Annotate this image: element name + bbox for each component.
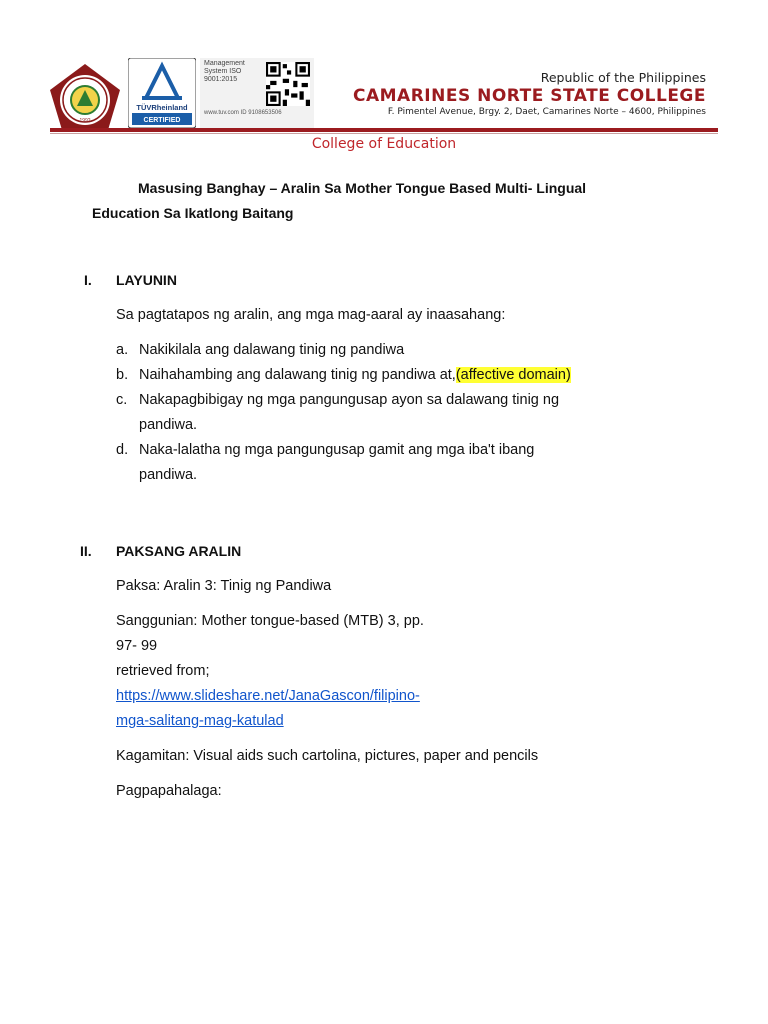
reference-link[interactable]: https://www.slideshare.net/JanaGascon/filipino- bbox=[116, 688, 420, 704]
seal-year: 1992 bbox=[79, 118, 91, 124]
document-header bbox=[0, 0, 768, 160]
sanggunian-pages: 97- 99 bbox=[116, 638, 158, 654]
header-rule bbox=[50, 128, 718, 132]
header-rule-thin bbox=[50, 133, 718, 134]
list-text: Naihahambing ang dalawang tinig ng pandiwa at, bbox=[139, 367, 456, 383]
college-seal-logo bbox=[48, 62, 122, 132]
list-text: Naka-lalatha ng mga pangungusap gamit ang mga iba't ibang pandiwa. bbox=[139, 442, 535, 483]
section-1-heading: LAYUNIN bbox=[116, 272, 177, 288]
certification-url: www.tuv.com ID 9108653506 bbox=[204, 110, 282, 116]
certification-box bbox=[200, 58, 314, 128]
section-2-heading: PAKSANG ARALIN bbox=[116, 543, 242, 559]
tuv-rheinland-logo bbox=[128, 58, 196, 128]
section-1-number: I. bbox=[84, 272, 92, 288]
list-item bbox=[116, 363, 606, 388]
paksa-line: Paksa: Aralin 3: Tinig ng Pandiwa bbox=[116, 578, 332, 594]
college-name: CAMARINES NORTE STATE COLLEGE bbox=[352, 86, 706, 106]
pagpapahalaga-line: Pagpapahalaga: bbox=[116, 783, 222, 799]
title-line-1: Masusing Banghay – Aralin Sa Mother Tongue Based Multi- Lingual bbox=[138, 180, 587, 196]
list-item bbox=[116, 338, 606, 363]
title-line-2: Education Sa Ikatlong Baitang bbox=[92, 205, 294, 221]
qr-code-icon bbox=[266, 62, 310, 106]
retrieved-from-line: retrieved from; bbox=[116, 663, 210, 679]
tuv-brand: TÜVRheinland bbox=[136, 103, 188, 112]
tuv-certified: CERTIFIED bbox=[143, 117, 181, 124]
management-system-text: Management System ISO 9001:2015 bbox=[204, 60, 245, 83]
list-item bbox=[116, 388, 606, 438]
republic-line: Republic of the Philippines bbox=[540, 70, 706, 85]
list-text: Nakapagbibigay ng mga pangungusap ayon sa dalawang tinig ng pandiwa. bbox=[139, 392, 560, 433]
list-marker: a. bbox=[116, 342, 129, 358]
list-text: Nakikilala ang dalawang tinig ng pandiwa bbox=[139, 342, 405, 358]
reference-link-continued[interactable]: mga-salitang-mag-katulad bbox=[116, 713, 284, 729]
section-2-number: II. bbox=[80, 543, 92, 559]
list-text-container bbox=[116, 363, 606, 388]
affective-domain-highlight: (affective domain) bbox=[455, 367, 571, 383]
document-title bbox=[92, 176, 652, 226]
department-name: College of Education bbox=[311, 136, 457, 152]
list-item bbox=[116, 438, 606, 488]
list-marker: d. bbox=[116, 442, 129, 458]
list-marker: b. bbox=[116, 367, 129, 383]
section-1-intro: Sa pagtatapos ng aralin, ang mga mag-aaral ay inaasahang: bbox=[116, 307, 506, 323]
kagamitan-line: Kagamitan: Visual aids such cartolina, pictures, paper and pencils bbox=[116, 748, 539, 764]
sanggunian-line: Sanggunian: Mother tongue-based (MTB) 3, pp. bbox=[116, 613, 424, 629]
college-address: F. Pimentel Avenue, Brgy. 2, Daet, Camarines Norte – 4600, Philippines bbox=[387, 107, 706, 117]
list-marker: c. bbox=[116, 392, 128, 408]
header-text-block bbox=[353, 70, 706, 117]
